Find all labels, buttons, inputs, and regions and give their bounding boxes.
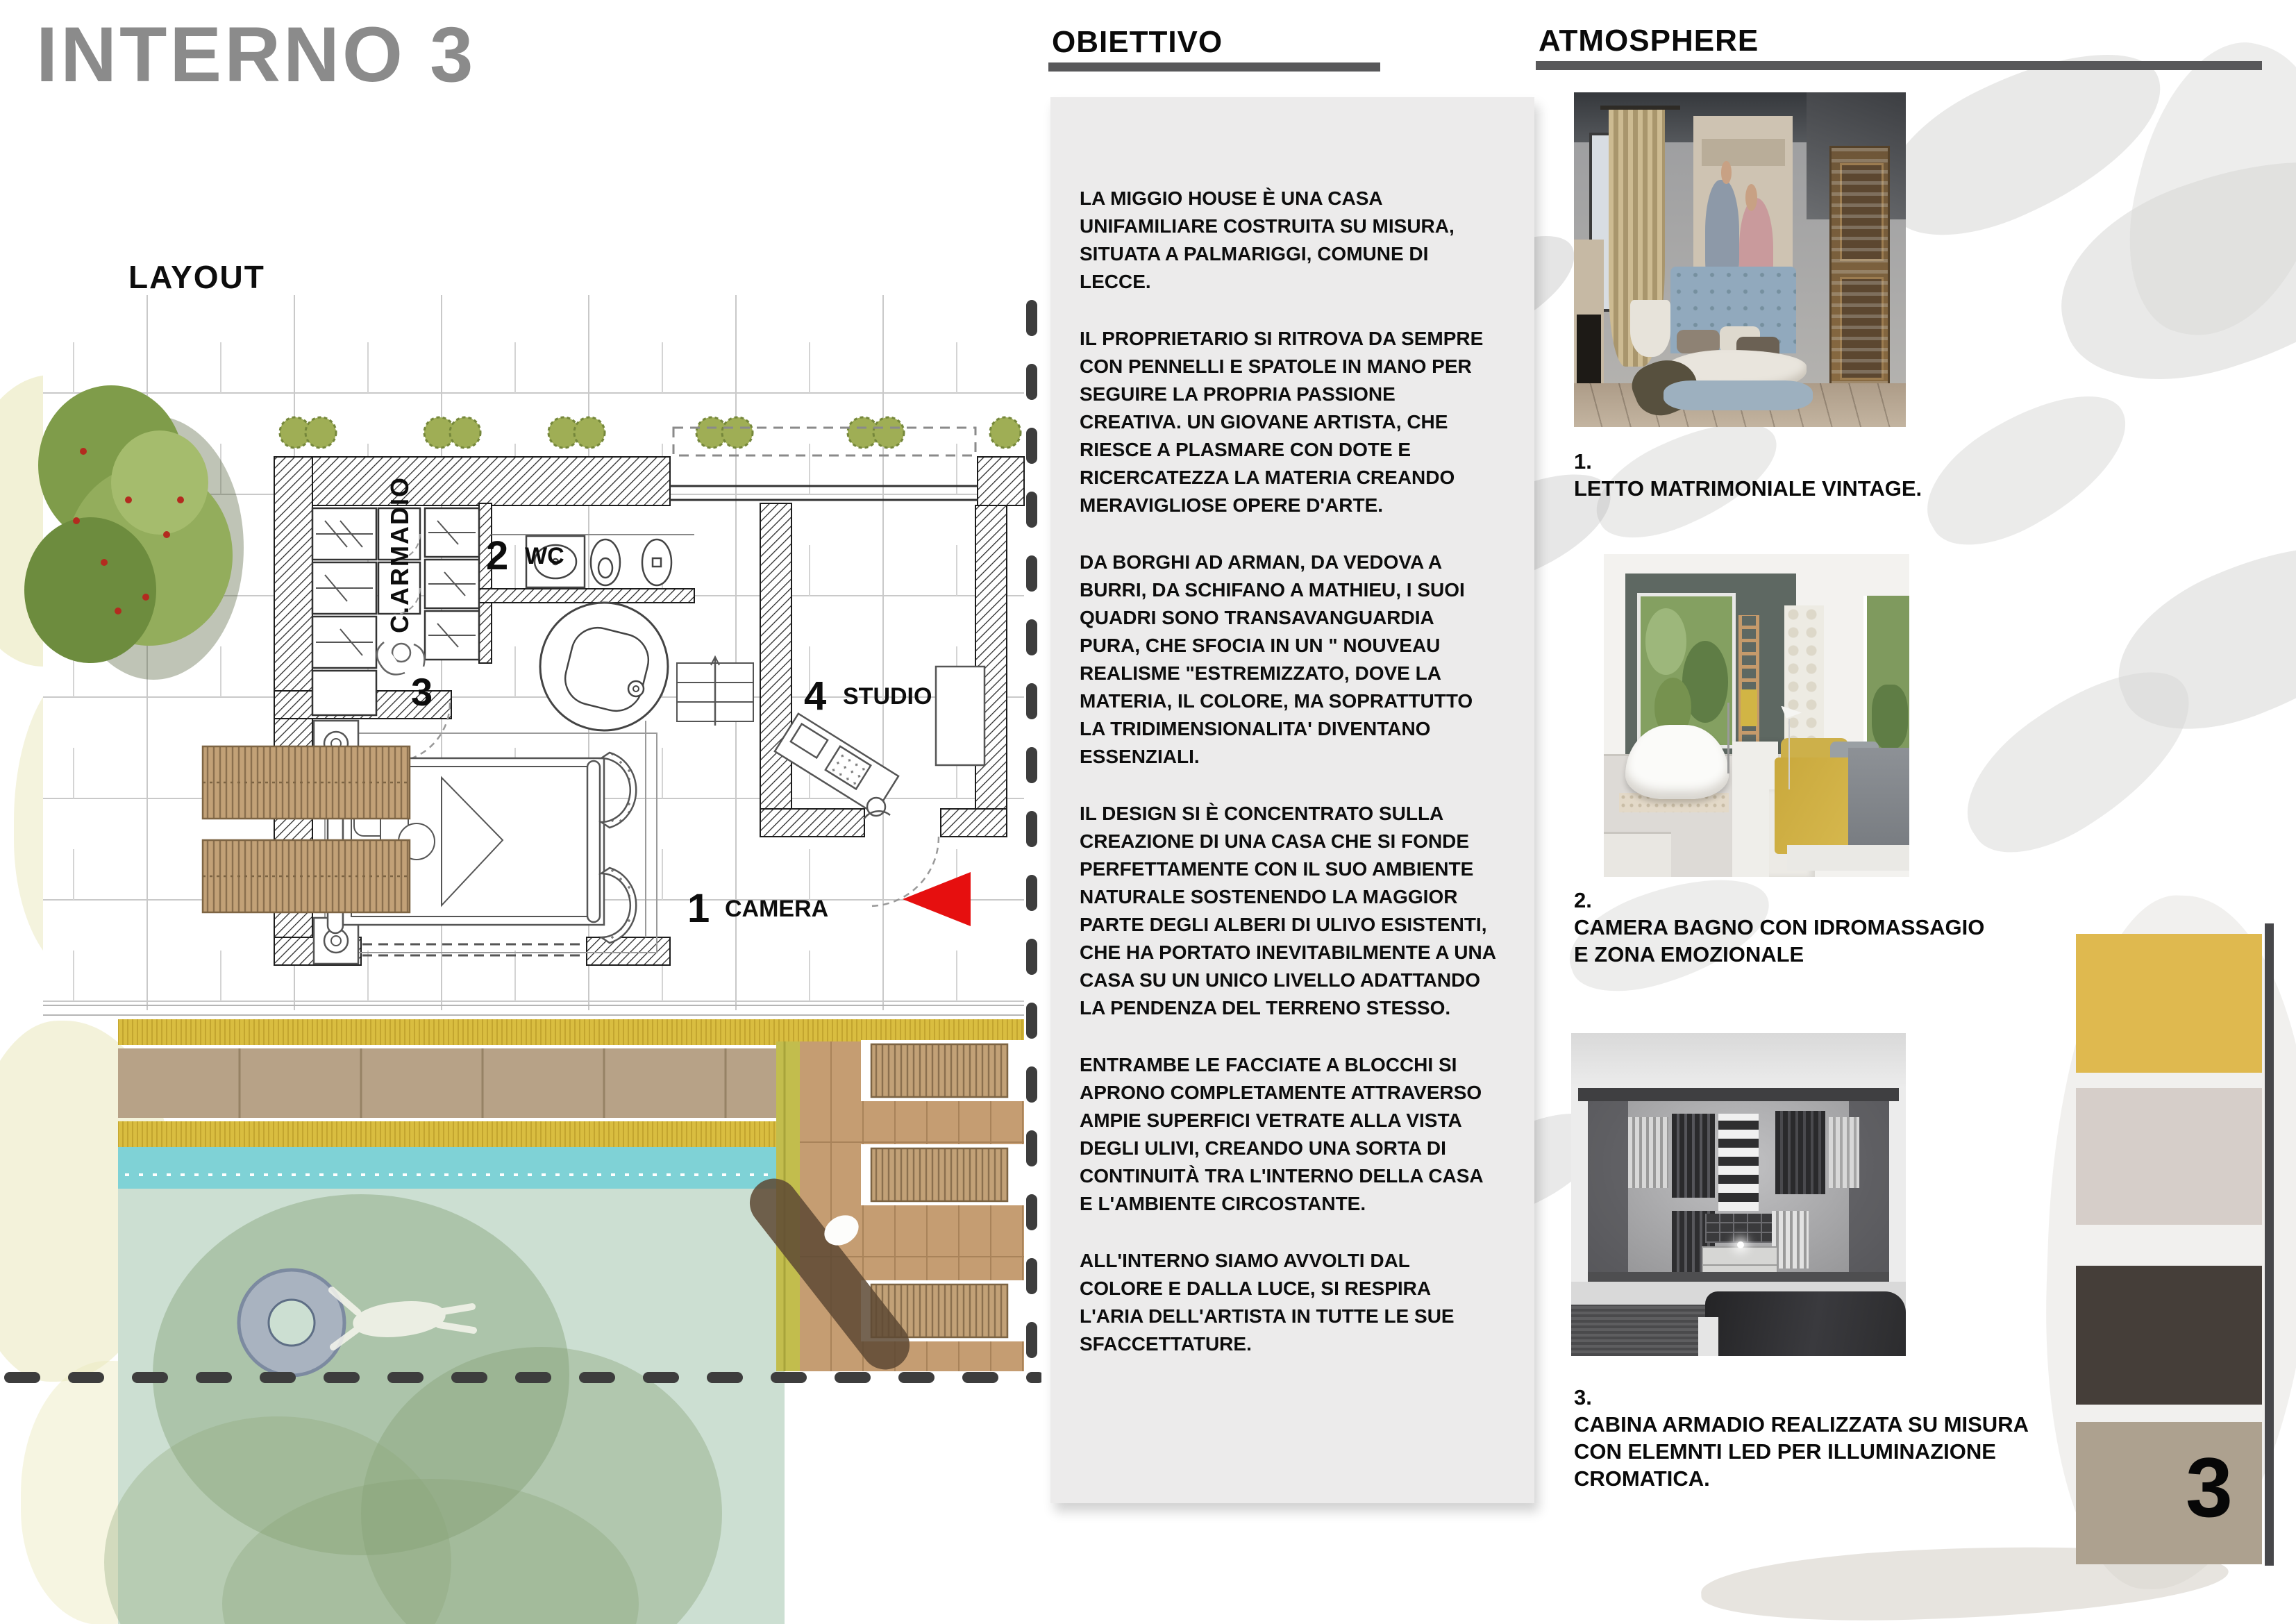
fresco-face xyxy=(1745,184,1757,211)
swatch-light-greige xyxy=(2076,1088,2262,1225)
lamp-glow xyxy=(1737,1241,1744,1248)
photo-letto-vintage xyxy=(1574,92,1906,427)
swatch-gold xyxy=(2076,934,2262,1073)
foliage xyxy=(1872,685,1909,749)
foliage xyxy=(1645,608,1686,675)
label-camera: CAMERA xyxy=(725,896,829,922)
door-patina xyxy=(1832,148,1888,396)
mattress-edge xyxy=(1698,1317,1718,1356)
caption-line: E ZONA EMOZIONALE xyxy=(1574,942,1804,966)
platform-step xyxy=(1604,832,1671,877)
caption-number: 3. xyxy=(1574,1385,1592,1409)
obiettivo-text xyxy=(1080,185,1496,1387)
paragraph: IL DESIGN SI È CONCENTRATO SULLA CREAZIONE DI UNA CASA CHE SI FONDE PERFETTAMENTE CON IL SUO AMBIENTE NATURALE SOSTENENDO LA MAGGIOR PARTE DEGLI ALBERI DI ULIVO ESISTENTI, CHE HA PORTATO INEVITABILMENTE A UNA CASA SU UN UNICO LIVELLO ADATTANDO LA PENDENZA DEL TERRENO STESSO. xyxy=(1080,803,1495,1019)
paragraph: ALL'INTERNO SIAMO AVVOLTI DAL COLORE E DALLA LUCE, SI RESPIRA L'ARIA DELL'ARTISTA IN TUTTE LE SUE SFACCETTATURE. xyxy=(1080,1250,1455,1355)
fresco-face xyxy=(1721,161,1731,184)
atmosphere-heading: ATMOSPHERE xyxy=(1539,24,1759,58)
obiettivo-panel xyxy=(1050,97,1534,1503)
photo-cabina-armadio xyxy=(1571,1033,1906,1356)
label-studio-number: 4 xyxy=(804,673,827,719)
lamp-stem xyxy=(1788,719,1790,789)
obiettivo-heading: OBIETTIVO xyxy=(1052,25,1223,59)
caption-3 xyxy=(1574,1384,2060,1492)
hanging-clothes-dark xyxy=(1775,1111,1825,1195)
floor-plan xyxy=(0,292,1041,1624)
steps xyxy=(677,657,753,726)
side-table xyxy=(1630,300,1670,357)
label-studio: STUDIO xyxy=(843,683,932,710)
caption-number: 2. xyxy=(1574,888,1592,912)
drawer-line xyxy=(1703,1264,1777,1266)
caption-line: CABINA ARMADIO REALIZZATA SU MISURA xyxy=(1574,1412,2029,1437)
towel xyxy=(1741,689,1757,726)
bed-base xyxy=(1787,845,1909,871)
page-number: 3 xyxy=(2186,1440,2233,1534)
page-title: INTERNO 3 xyxy=(36,11,476,98)
bathtub xyxy=(540,603,668,730)
label-wc-number: 2 xyxy=(486,533,509,578)
rug xyxy=(1571,1305,1711,1356)
closet-top-bar xyxy=(1578,1088,1900,1101)
closet-glass-left xyxy=(1588,1101,1628,1282)
caption-2 xyxy=(1574,887,2060,968)
ladder xyxy=(1738,615,1760,757)
label-wc: WC xyxy=(525,543,564,569)
side-rule xyxy=(2265,923,2274,1566)
caption-line: CROMATICA. xyxy=(1574,1466,1710,1491)
curtain-rod xyxy=(1600,106,1680,110)
caption-number: 1. xyxy=(1574,449,1592,474)
photo-camera-bagno xyxy=(1604,554,1909,877)
fresco-architrave xyxy=(1702,139,1785,166)
caption-line: LETTO MATRIMONIALE VINTAGE. xyxy=(1574,476,1922,501)
right-window xyxy=(1863,596,1909,757)
ceiling xyxy=(1571,1033,1906,1088)
label-armadio: C.ARMADIO xyxy=(385,476,414,633)
shelf-cubes xyxy=(1705,1214,1772,1243)
faucet xyxy=(1727,703,1729,773)
paragraph: ENTRAMBE LE FACCIATE A BLOCCHI SI APRONO COMPLETAMENTE ATTRAVERSO AMPIE SUPERFICI VETRATE ALLA VISTA DEGLI ULIVI, CREANDO UNA SORTA DI CONTINUITÀ TRA L'INTERNO DELLA CASA E L'AMBIENTE CIRCOSTANTE. xyxy=(1080,1054,1483,1214)
swatch-taupe xyxy=(2076,1422,2262,1564)
hanging-clothes-light xyxy=(1829,1117,1859,1188)
swim-ring xyxy=(239,1270,344,1375)
gray-duvet xyxy=(1848,748,1909,854)
label-room3: 3 xyxy=(411,670,433,714)
paragraph: IL PROPRIETARIO SI RITROVA DA SEMPRE CON PENNELLI E SPATOLE IN MANO PER SEGUIRE LA PROPRIA PASSIONE CREATIVA. UN GIOVANE ARTISTA, CHE RIESCE A PLASMARE CON DOTE E RICERCATEZZA LA MATERIA CREANDO MERAVIGLIOSE OPERE D'ARTE. xyxy=(1080,328,1484,516)
bed-foreground xyxy=(1705,1291,1906,1356)
hanging-clothes-light xyxy=(1628,1117,1668,1188)
studio-cabinet xyxy=(936,667,984,765)
layout-heading: LAYOUT xyxy=(128,259,265,295)
bed-base xyxy=(1664,380,1813,410)
paragraph: DA BORGHI AD ARMAN, DA VEDOVA A BURRI, DA SCHIFANO A MATHIEU, I SUOI QUADRI SONO TRANSAVANGUARDIA PURA, CHE SFOCIA IN UN " NOUVEAU REALISME "ESTREMIZZATO, DOVE LA MATERIA, IL COLORE, MA SOPRATTUTTO LA TRIDIMENSIONALITA' DIVENTANO ESSENZIALI. xyxy=(1080,551,1473,767)
caption-line: CAMERA BAGNO CON IDROMASSAGIO xyxy=(1574,915,1985,939)
swatch-dark-brown xyxy=(2076,1266,2262,1405)
paragraph: LA MIGGIO HOUSE È UNA CASA UNIFAMILIARE COSTRUITA SU MISURA, SITUATA A PALMARIGGI, COMUNE DI LECCE. xyxy=(1080,187,1455,292)
caption-1 xyxy=(1574,448,2060,502)
hanging-clothes-dark xyxy=(1672,1114,1716,1198)
antique-door xyxy=(1829,146,1890,398)
obiettivo-rule xyxy=(1048,62,1380,72)
caption-line: CON ELEMNTI LED PER ILLUMINAZIONE xyxy=(1574,1439,1996,1464)
deck xyxy=(740,1040,1024,1380)
atmosphere-rule xyxy=(1536,61,2262,70)
label-camera-number: 1 xyxy=(687,886,710,931)
drawer-stack xyxy=(1718,1114,1759,1211)
